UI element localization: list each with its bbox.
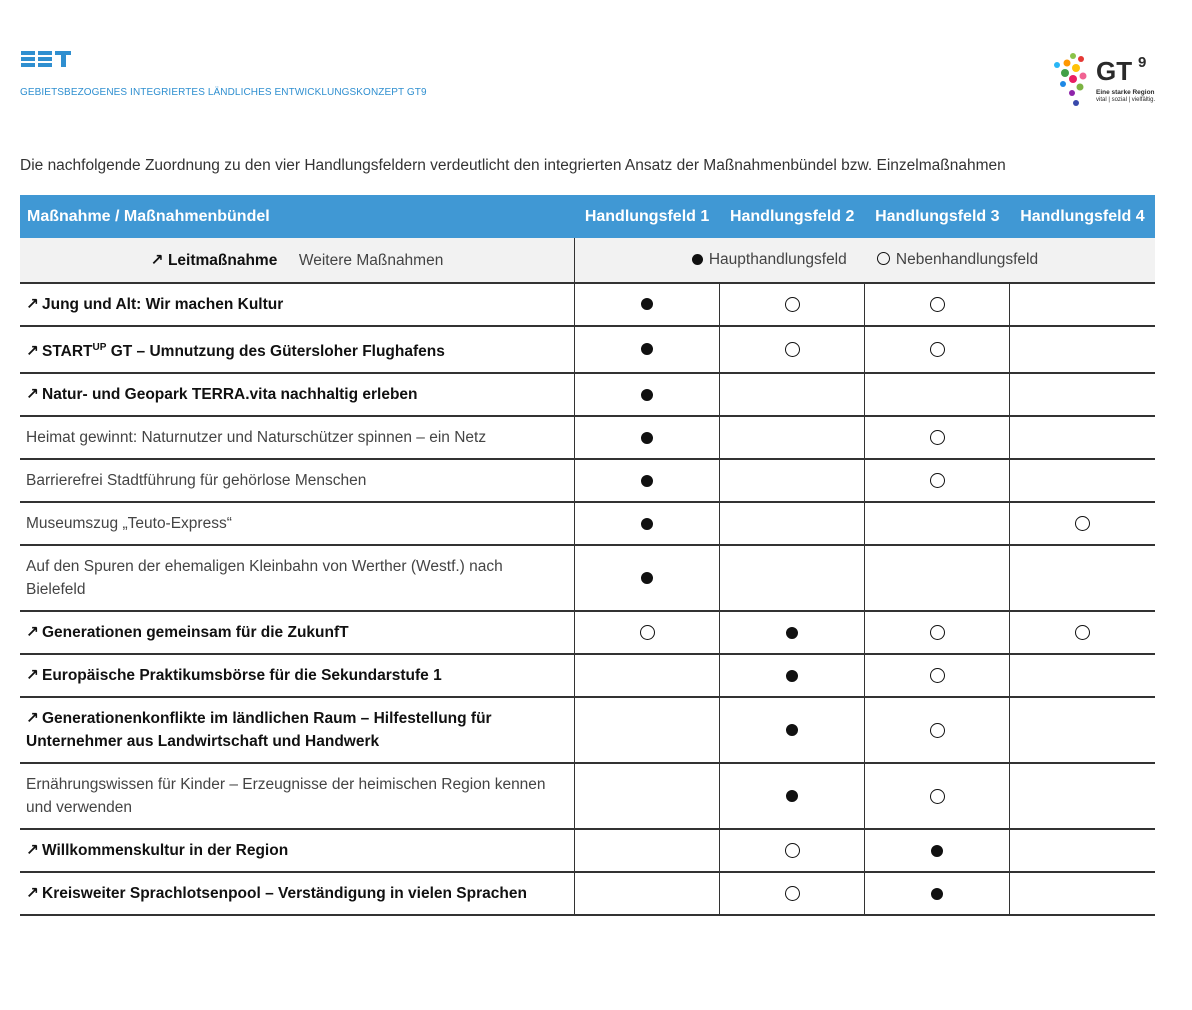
table-row: [20, 545, 1155, 611]
field-2-cell: [720, 326, 865, 373]
field-2-cell: [720, 829, 865, 872]
empty-circle-icon: [785, 886, 800, 901]
gt9-logo-tagline: Eine starke Region: [1096, 89, 1155, 96]
legend-lead-label: Leitmaßnahme: [167, 251, 278, 269]
lead-arrow-icon: ↗: [26, 885, 39, 903]
measure-text: Ernährungswissen für Kinder – Erzeugnisse der heimischen Region kennen und verwenden: [26, 776, 546, 817]
column-header-field-3: Handlungsfeld 3: [865, 195, 1010, 238]
column-header-field-2: Handlungsfeld 2: [720, 195, 865, 238]
measure-text: Auf den Spuren der ehemaligen Kleinbahn von Werther (Westf.) nach Bielefeld: [26, 558, 503, 599]
field-2-cell: [720, 502, 865, 545]
legend-primary-label: Haupthandlungsfeld: [708, 251, 847, 268]
field-1-cell: [574, 545, 719, 611]
measure-text: Generationenkonflikte im ländlichen Raum – Hilfestellung für Unternehmer aus Landwirtschaft und Handwerk: [26, 710, 492, 751]
field-3-cell: [865, 459, 1010, 502]
legend-field-types: [574, 238, 1155, 283]
filled-circle-icon: [786, 670, 798, 682]
filled-circle-icon: [786, 790, 798, 802]
field-2-cell: [720, 611, 865, 654]
measure-text: Museumszug „Teuto-Express“: [26, 515, 232, 533]
field-2-cell: [720, 283, 865, 326]
lead-arrow-icon: ↗: [26, 667, 39, 685]
measure-superscript: UP: [92, 342, 107, 353]
field-3-cell: [865, 654, 1010, 697]
filled-circle-icon: [641, 518, 653, 530]
lead-arrow-icon: ↗: [26, 343, 39, 361]
filled-circle-icon: [931, 845, 943, 857]
filled-circle-icon: [641, 389, 653, 401]
measure-text: Barrierefrei Stadtführung für gehörlose Menschen: [26, 472, 367, 490]
filled-circle-icon: [641, 343, 653, 355]
table-row: [20, 373, 1155, 416]
gt9-logo-title: GT: [1096, 56, 1133, 86]
lead-arrow-icon: ↗: [26, 296, 39, 313]
field-1-cell: [574, 829, 719, 872]
field-1-cell: [574, 611, 719, 654]
field-3-cell: [865, 872, 1010, 915]
field-1-cell: [574, 283, 719, 326]
measure-text: Heimat gewinnt: Naturnutzer und Naturschützer spinnen – ein Netz: [26, 429, 487, 447]
legend-other-label: Weitere Maßnahmen: [298, 251, 444, 269]
measures-table: [20, 195, 1155, 916]
measure-text: Generationen gemeinsam für die ZukunfT: [42, 624, 349, 642]
measure-label: [20, 502, 574, 545]
table-row: [20, 654, 1155, 697]
empty-circle-icon: [930, 297, 945, 312]
empty-circle-icon: [930, 625, 945, 640]
measure-label: [20, 872, 574, 915]
empty-circle-icon: [785, 342, 800, 357]
empty-circle-icon: [930, 723, 945, 738]
table-row: [20, 416, 1155, 459]
empty-circle-icon: [930, 668, 945, 683]
legend-measure-types: [20, 238, 574, 283]
table-row: [20, 697, 1155, 763]
legend-secondary-label: Nebenhandlungsfeld: [895, 251, 1039, 268]
filled-circle-icon: [931, 888, 943, 900]
filled-circle-icon: [786, 724, 798, 736]
gt9-logo-superscript: 9: [1138, 54, 1147, 71]
field-1-cell: [574, 763, 719, 829]
table-row: [20, 611, 1155, 654]
column-header-field-4: Handlungsfeld 4: [1010, 195, 1155, 238]
field-3-cell: [865, 283, 1010, 326]
field-4-cell: [1010, 545, 1155, 611]
measure-text: Europäische Praktikumsbörse für die Sekundarstufe 1: [42, 667, 442, 685]
empty-circle-icon: [930, 342, 945, 357]
field-4-cell: [1010, 654, 1155, 697]
field-3-cell: [865, 829, 1010, 872]
field-1-cell: [574, 459, 719, 502]
measure-label: [20, 654, 574, 697]
empty-circle-icon: [930, 430, 945, 445]
filled-circle-icon: [641, 432, 653, 444]
empty-circle-icon: [877, 252, 890, 265]
table-row: [20, 829, 1155, 872]
empty-circle-icon: [785, 843, 800, 858]
field-4-cell: [1010, 459, 1155, 502]
table-row: [20, 326, 1155, 373]
intro-paragraph: Die nachfolgende Zuordnung zu den vier Handlungsfeldern verdeutlicht den integrierten Ansatz der Maßnahmenbündel bzw. Einzelmaßnahmen: [20, 157, 1006, 174]
field-4-cell: [1010, 763, 1155, 829]
filled-circle-icon: [641, 572, 653, 584]
field-2-cell: [720, 654, 865, 697]
measure-label: [20, 545, 574, 611]
measure-label: [20, 763, 574, 829]
measure-text: Jung und Alt: Wir machen Kultur: [42, 296, 284, 313]
lead-arrow-icon: ↗: [26, 842, 39, 860]
field-1-cell: [574, 697, 719, 763]
table-row: [20, 283, 1155, 326]
legend-row: [20, 238, 1155, 283]
field-4-cell: [1010, 502, 1155, 545]
field-1-cell: [574, 416, 719, 459]
measure-text-rest: GT – Umnutzung des Gütersloher Flughafens: [106, 343, 445, 361]
field-4-cell: [1010, 697, 1155, 763]
lead-arrow-icon: ↗: [26, 624, 39, 642]
field-4-cell: [1010, 326, 1155, 373]
empty-circle-icon: [1075, 625, 1090, 640]
empty-circle-icon: [640, 625, 655, 640]
table-row: [20, 763, 1155, 829]
gt9-logo-subtagline: vital | sozial | vielfältig.: [1096, 97, 1156, 103]
measure-label: [20, 373, 574, 416]
field-1-cell: [574, 502, 719, 545]
table-row: [20, 872, 1155, 915]
field-3-cell: [865, 611, 1010, 654]
filled-circle-icon: [692, 254, 703, 265]
field-4-cell: [1010, 611, 1155, 654]
field-3-cell: [865, 502, 1010, 545]
filled-circle-icon: [786, 627, 798, 639]
field-3-cell: [865, 326, 1010, 373]
empty-circle-icon: [785, 297, 800, 312]
empty-circle-icon: [930, 473, 945, 488]
filled-circle-icon: [641, 475, 653, 487]
field-4-cell: [1010, 872, 1155, 915]
filled-circle-icon: [641, 298, 653, 310]
table-row: [20, 459, 1155, 502]
empty-circle-icon: [1075, 516, 1090, 531]
field-1-cell: [574, 872, 719, 915]
field-4-cell: [1010, 829, 1155, 872]
field-1-cell: [574, 326, 719, 373]
field-4-cell: [1010, 416, 1155, 459]
field-1-cell: [574, 654, 719, 697]
field-4-cell: [1010, 283, 1155, 326]
measure-label: [20, 829, 574, 872]
empty-circle-icon: [930, 789, 945, 804]
measure-label: [20, 697, 574, 763]
measure-text: Natur- und Geopark TERRA.vita nachhaltig erleben: [42, 386, 418, 404]
field-3-cell: [865, 416, 1010, 459]
column-header-measure: Maßnahme / Maßnahmenbündel: [20, 195, 574, 238]
field-1-cell: [574, 373, 719, 416]
lead-arrow-icon: ↗: [26, 386, 39, 404]
lead-arrow-icon: ↗: [150, 251, 164, 269]
field-3-cell: [865, 545, 1010, 611]
field-2-cell: [720, 459, 865, 502]
measure-label: [20, 611, 574, 654]
field-2-cell: [720, 545, 865, 611]
measure-text: START: [42, 343, 93, 361]
measure-text: Kreisweiter Sprachlotsenpool – Verständigung in vielen Sprachen: [42, 885, 527, 903]
column-header-field-1: Handlungsfeld 1: [574, 195, 719, 238]
table-row: [20, 502, 1155, 545]
document-subtitle: GEBIETSBEZOGENES INTEGRIERTES LÄNDLICHES ENTWICKLUNGSKONZEPT GT9: [20, 87, 427, 98]
field-3-cell: [865, 763, 1010, 829]
table-header-row: [20, 195, 1155, 238]
field-2-cell: [720, 697, 865, 763]
measure-label: [20, 326, 574, 373]
field-3-cell: [865, 697, 1010, 763]
field-4-cell: [1010, 373, 1155, 416]
measure-label: [20, 459, 574, 502]
field-2-cell: [720, 872, 865, 915]
field-2-cell: [720, 763, 865, 829]
lead-arrow-icon: ↗: [26, 710, 39, 728]
measure-text: Willkommenskultur in der Region: [42, 842, 289, 860]
measure-label: [20, 416, 574, 459]
field-2-cell: [720, 416, 865, 459]
field-2-cell: [720, 373, 865, 416]
field-3-cell: [865, 373, 1010, 416]
measure-label: [20, 283, 574, 326]
sst-logo: [20, 48, 72, 70]
